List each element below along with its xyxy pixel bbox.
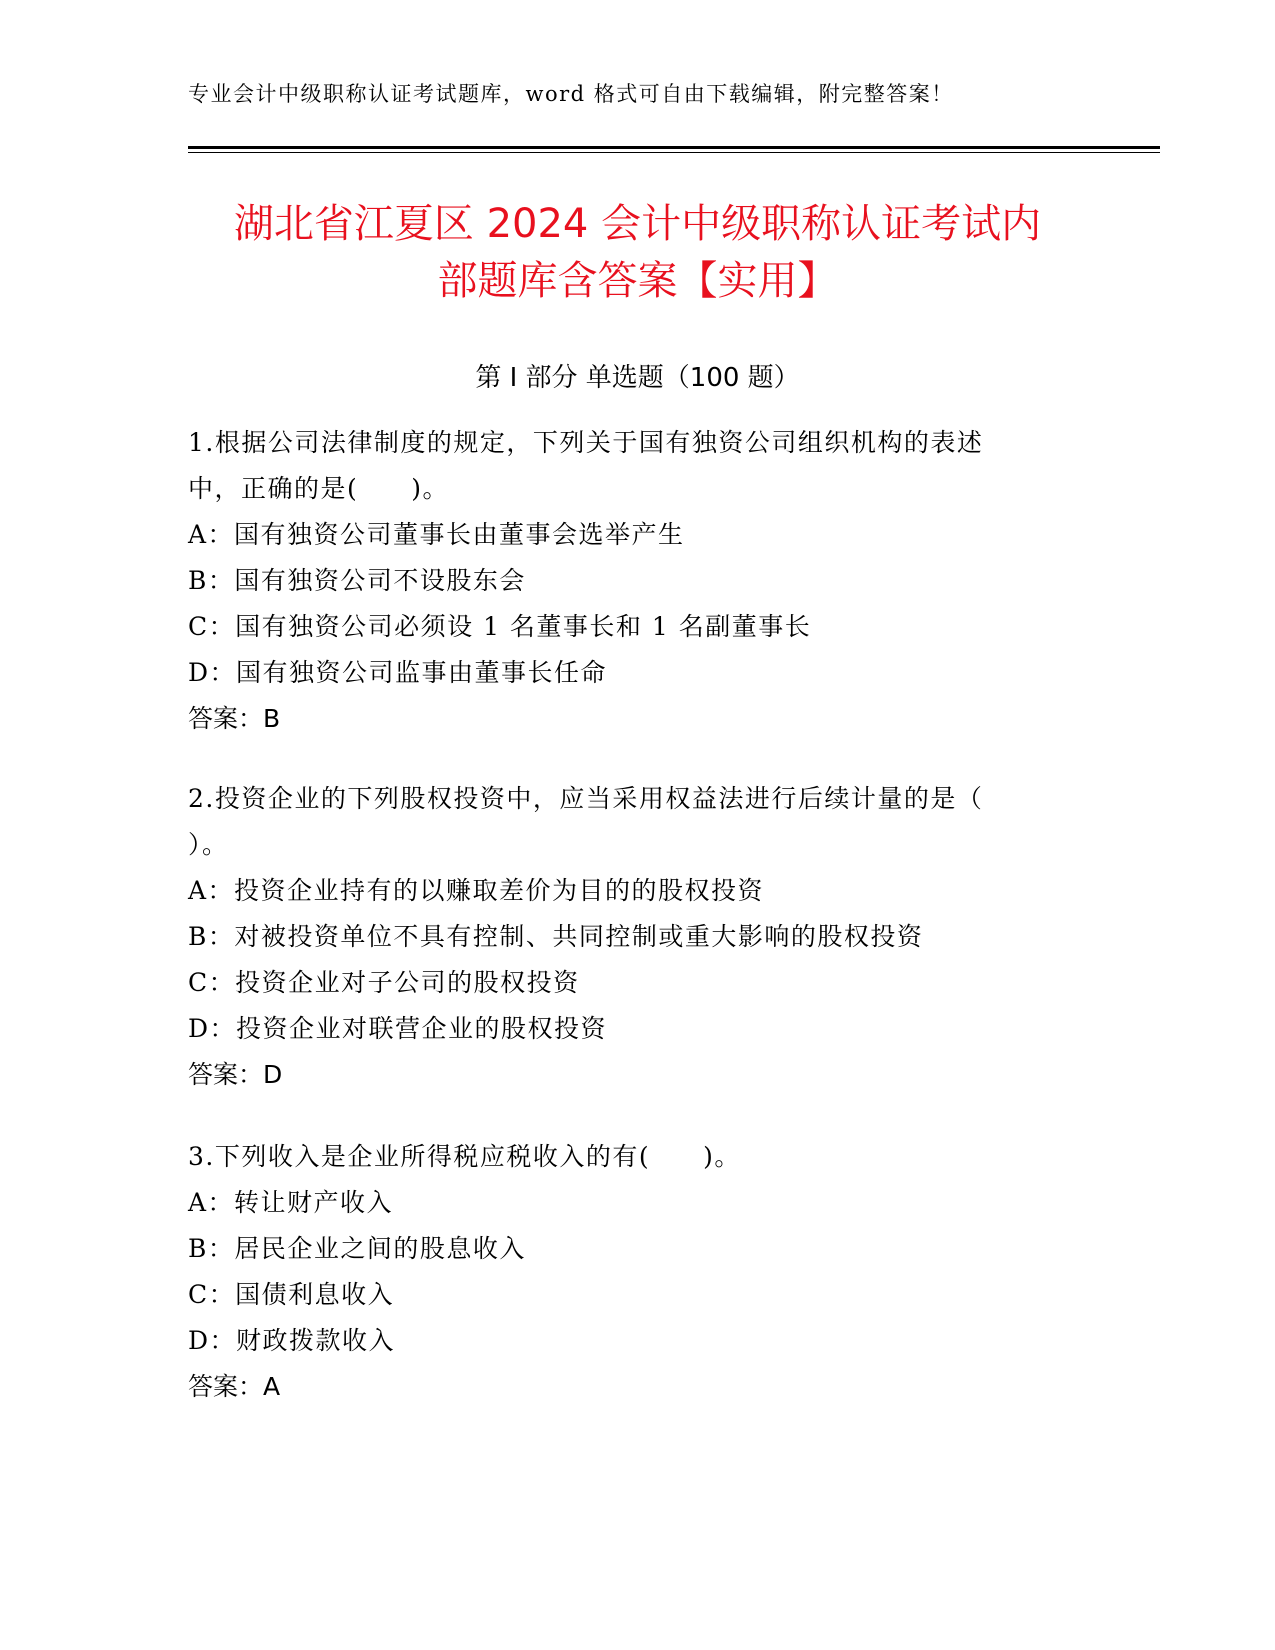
- question-1: [188, 420, 1088, 742]
- option-a: A：国有独资公司董事长由董事会选举产生: [188, 520, 685, 549]
- question-stem-line: 2.投资企业的下列股权投资中，应当采用权益法进行后续计量的是（: [188, 784, 984, 813]
- option-d: D：国有独资公司监事由董事长任命: [188, 658, 608, 687]
- option-b: B：对被投资单位不具有控制、共同控制或重大影响的股权投资: [188, 922, 924, 951]
- question-2: [188, 776, 1088, 1098]
- question-3: [188, 1134, 1088, 1410]
- option-d: D：财政拨款收入: [188, 1326, 396, 1355]
- title-line-1: 湖北省江夏区 2024 会计中级职称认证考试内: [233, 201, 1042, 247]
- option-d: D：投资企业对联营企业的股权投资: [188, 1014, 608, 1043]
- option-c: C：国有独资公司必须设 1 名董事长和 1 名副董事长: [188, 612, 812, 641]
- document-title: [150, 196, 1125, 310]
- option-a: A：投资企业持有的以赚取差价为目的的股权投资: [188, 876, 765, 905]
- section-heading: 第 I 部分 单选题（100 题）: [475, 363, 800, 393]
- question-stem-line: 中，正确的是( )。: [188, 474, 450, 503]
- header-note: 专业会计中级职称认证考试题库，word 格式可自由下载编辑，附完整答案！: [188, 82, 954, 106]
- title-line-2: 部题库含答案【实用】: [437, 258, 838, 304]
- answer: 答案：A: [188, 1372, 281, 1401]
- header-divider-thin: [188, 152, 1160, 153]
- option-c: C：投资企业对子公司的股权投资: [188, 968, 580, 997]
- question-stem-line: 1.根据公司法律制度的规定，下列关于国有独资公司组织机构的表述: [188, 428, 984, 457]
- option-a: A：转让财产收入: [188, 1188, 394, 1217]
- option-b: B：国有独资公司不设股东会: [188, 566, 526, 595]
- answer: 答案：D: [188, 1060, 283, 1089]
- option-b: B：居民企业之间的股息收入: [188, 1234, 526, 1263]
- question-stem-line: ）。: [188, 830, 229, 859]
- header-divider-thick: [188, 146, 1160, 149]
- option-c: C：国债利息收入: [188, 1280, 395, 1309]
- answer: 答案：B: [188, 704, 281, 733]
- question-stem-line: 3.下列收入是企业所得税应税收入的有( )。: [188, 1142, 741, 1171]
